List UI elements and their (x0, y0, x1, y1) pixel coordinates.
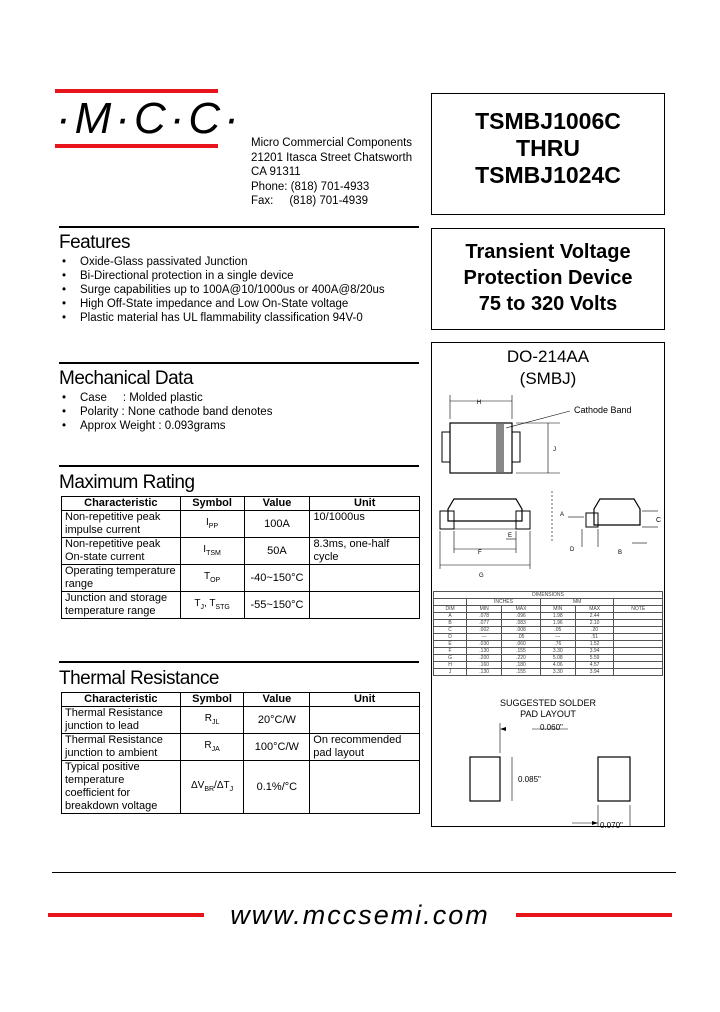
unit-cell (310, 707, 420, 734)
features-title: Features (59, 232, 130, 253)
unit-cell: 8.3ms, one-half cycle (310, 538, 420, 565)
dim-cell: 1.52 (575, 641, 614, 648)
package-box (431, 342, 665, 830)
description-line: Transient Voltage (465, 241, 631, 263)
dim-cell: 1.96 (540, 620, 575, 627)
symbol-cell (180, 707, 244, 734)
symbol-subscript: OP (210, 576, 221, 584)
company-line: Micro Commercial Components (251, 137, 413, 149)
dim-cell: 3.30 (540, 648, 575, 655)
list-item: • Plastic material has UL flammability classification 94V-0 (62, 311, 385, 325)
symbol-cell (180, 592, 244, 619)
symbol: I (203, 543, 207, 555)
dim-label-j: J (553, 447, 556, 453)
company-logo: ·M·C·C· (56, 94, 243, 143)
cathode-band-label: Cathode Band (574, 405, 632, 415)
dim-cell: --- (540, 634, 575, 641)
dim-cell: .130 (467, 648, 502, 655)
features-list (62, 255, 385, 325)
description-line: 75 to 320 Volts (478, 293, 618, 315)
table-row (62, 565, 420, 592)
table-row (434, 634, 663, 641)
symbol-subscript: PP (208, 522, 219, 530)
column-header: Symbol (180, 693, 244, 707)
symbol: T (194, 597, 201, 609)
max-rating-title: Maximum Rating (59, 472, 195, 493)
dim-cell: F (434, 648, 467, 655)
dim-header: MAX (502, 606, 541, 613)
dim-cell: 2.10 (575, 620, 614, 627)
company-line: Phone: (818) 701-4933 (251, 180, 370, 193)
symbol: T (203, 570, 211, 582)
part-number-box (431, 93, 665, 215)
dim-cell: .51 (575, 634, 614, 641)
dim-cell: .078 (467, 613, 502, 620)
characteristic-cell: Junction and storage temperature range (62, 592, 181, 619)
dim-cell: .155 (502, 648, 541, 655)
symbol-cell (180, 538, 244, 565)
dimensions-table (433, 591, 663, 676)
logo-top-bar (55, 89, 218, 93)
dim-cell (614, 662, 663, 669)
dim-cell: .002 (467, 627, 502, 634)
list-item: • Case : Molded plastic (62, 391, 272, 405)
dim-cell (614, 641, 663, 648)
dim-cell: 3.30 (540, 669, 575, 676)
table-row (434, 655, 663, 662)
dim-cell: 3.94 (575, 669, 614, 676)
part-number-thru: THRU (516, 135, 580, 161)
solder-pad-drawing (432, 719, 664, 829)
value-cell: 100A (244, 511, 310, 538)
max-rating-table (61, 496, 420, 619)
dim-header: NOTE (614, 606, 663, 613)
description-box (431, 228, 665, 330)
table-row (62, 538, 420, 565)
column-header: Unit (310, 693, 420, 707)
dim-header: MAX (575, 606, 614, 613)
table-row (434, 662, 663, 669)
dim-cell: .220 (502, 655, 541, 662)
unit-cell: 10/1000us (310, 511, 420, 538)
top-view (442, 395, 570, 473)
dim-label-a: A (560, 512, 565, 518)
dim-cell (614, 627, 663, 634)
dim-cell: C (434, 627, 467, 634)
footer-left-bar (48, 913, 204, 917)
dim-label-e: E (508, 533, 513, 539)
dim-cell: 4.57 (575, 662, 614, 669)
dim-cell: .096 (502, 613, 541, 620)
dim-cell: D (434, 634, 467, 641)
symbol-cell (180, 511, 244, 538)
table-row (434, 627, 663, 634)
dim-cell: .200 (467, 655, 502, 662)
dim-label-d: D (570, 547, 575, 553)
dim-header: MIN (467, 606, 502, 613)
characteristic-cell: Non-repetitive peak impulse current (62, 511, 181, 538)
package-alias: (SMBJ) (519, 369, 577, 388)
dim-label-b: B (618, 550, 623, 556)
dim-cell: .160 (467, 662, 502, 669)
package-name: DO-214AA (506, 347, 590, 366)
dim-cell: .05 (502, 634, 541, 641)
dim-cell (614, 669, 663, 676)
list-item: • Polarity : None cathode band denotes (62, 405, 272, 419)
dim-cell: B (434, 620, 467, 627)
table-row (434, 648, 663, 655)
symbol: ΔV (190, 779, 205, 791)
list-item: • Oxide-Glass passivated Junction (62, 255, 385, 269)
dim-header-blank (434, 599, 467, 606)
dim-cell (614, 620, 663, 627)
solder-title-2: PAD LAYOUT (520, 709, 576, 719)
dim-cell: .155 (502, 669, 541, 676)
value-cell: 0.1%/°C (244, 761, 310, 814)
dim-group-mm: MM (540, 599, 614, 606)
column-header: Value (244, 497, 310, 511)
dimensions-title: DIMENSIONS (434, 592, 663, 599)
table-row (434, 613, 663, 620)
dim-label-c: C (656, 517, 662, 524)
dim-cell: .20 (575, 627, 614, 634)
end-view (552, 491, 658, 547)
solder-title-1: SUGGESTED SOLDER (499, 698, 597, 708)
table-row (62, 592, 420, 619)
thermal-title: Thermal Resistance (59, 668, 219, 689)
list-item: • High Off-State impedance and Low On-State voltage (62, 297, 385, 311)
symbol-subscript: JL (211, 718, 220, 726)
list-item: • Bi-Directional protection in a single device (62, 269, 385, 283)
dim-cell: .130 (467, 669, 502, 676)
dim-cell: .083 (502, 620, 541, 627)
dim-header: MIN (540, 606, 575, 613)
thermal-rule (59, 661, 419, 663)
part-number-to: TSMBJ1024C (475, 162, 621, 188)
pad-dim-070: 0.070" (600, 821, 623, 830)
mechanical-rule (59, 362, 419, 364)
dim-cell: .060 (502, 641, 541, 648)
characteristic-cell: Operating temperature range (62, 565, 181, 592)
dim-cell: 5.08 (540, 655, 575, 662)
symbol: R (204, 739, 212, 751)
footer-divider (52, 872, 676, 873)
table-row (434, 669, 663, 676)
column-header: Unit (310, 497, 420, 511)
dim-cell (614, 634, 663, 641)
thermal-table (61, 692, 420, 814)
symbol-subscript: JA (211, 745, 220, 753)
dim-cell: A (434, 613, 467, 620)
dim-header: DIM (434, 606, 467, 613)
features-rule (59, 226, 419, 228)
company-line: 21201 Itasca Street Chatsworth (251, 151, 413, 164)
description-line: Protection Device (463, 267, 633, 289)
characteristic-cell: Typical positive temperature coefficient for breakdown voltage (62, 761, 181, 814)
dim-label-h: H (476, 400, 482, 406)
list-item: • Approx Weight : 0.093grams (62, 419, 272, 433)
symbol-cell (180, 761, 244, 814)
company-line: Fax: (818) 701-4939 (251, 195, 368, 207)
characteristic-cell: Thermal Resistance junction to lead (62, 707, 181, 734)
table-row (434, 641, 663, 648)
part-number-from: TSMBJ1006C (475, 108, 621, 134)
symbol-subscript: J (229, 785, 234, 793)
dim-cell: .76 (540, 641, 575, 648)
dim-label-g: G (479, 573, 484, 579)
dim-header-blank (614, 599, 663, 606)
dim-cell: G (434, 655, 467, 662)
column-header: Symbol (180, 497, 244, 511)
table-row (62, 511, 420, 538)
table-row (62, 734, 420, 761)
dim-cell: 5.59 (575, 655, 614, 662)
dim-cell: H (434, 662, 467, 669)
unit-cell (310, 565, 420, 592)
footer-right-bar (516, 913, 672, 917)
symbol-cell (180, 565, 244, 592)
unit-cell (310, 592, 420, 619)
dim-label-f: F (478, 550, 482, 556)
value-cell: -55~150°C (244, 592, 310, 619)
dim-cell: .180 (502, 662, 541, 669)
symbol: I (206, 516, 209, 528)
value-cell: 50A (244, 538, 310, 565)
max-rating-rule (59, 465, 419, 467)
dim-cell: E (434, 641, 467, 648)
column-header: Characteristic (62, 497, 181, 511)
dim-cell (614, 655, 663, 662)
company-address (251, 136, 412, 209)
mechanical-list (62, 391, 272, 433)
table-row (434, 620, 663, 627)
dim-group-inches: INCHES (467, 599, 541, 606)
table-row (62, 707, 420, 734)
value-cell: 20°C/W (244, 707, 310, 734)
symbol: , T (203, 597, 216, 609)
dim-cell: 4.06 (540, 662, 575, 669)
characteristic-cell: Non-repetitive peak On-state current (62, 538, 181, 565)
value-cell: 100°C/W (244, 734, 310, 761)
dim-cell: .05 (540, 627, 575, 634)
dim-cell: 1.98 (540, 613, 575, 620)
symbol-subscript: BR (204, 785, 215, 793)
dim-cell: J (434, 669, 467, 676)
dim-cell (614, 648, 663, 655)
column-header: Value (244, 693, 310, 707)
dim-cell: .008 (502, 627, 541, 634)
list-item: • Surge capabilities up to 100A@10/1000us or 400A@8/20us (62, 283, 385, 297)
symbol-cell (180, 734, 244, 761)
symbol-subscript: STG (215, 603, 230, 611)
dim-cell: 3.94 (575, 648, 614, 655)
side-view (440, 499, 530, 569)
dim-cell (614, 613, 663, 620)
symbol-subscript: J (200, 603, 204, 611)
dim-cell: --- (467, 634, 502, 641)
characteristic-cell: Thermal Resistance junction to ambient (62, 734, 181, 761)
pad-dim-060: 0.060" (540, 723, 563, 732)
value-cell: -40~150°C (244, 565, 310, 592)
dim-cell: 2.44 (575, 613, 614, 620)
company-line: CA 91311 (251, 166, 301, 178)
dim-cell: .077 (467, 620, 502, 627)
dim-cell: .030 (467, 641, 502, 648)
column-header: Characteristic (62, 693, 181, 707)
symbol: /ΔT (214, 779, 230, 791)
unit-cell: On recommended pad layout (310, 734, 420, 761)
symbol: R (204, 712, 212, 724)
unit-cell (310, 761, 420, 814)
symbol-subscript: TSM (206, 549, 221, 557)
pad-dim-085: 0.085" (518, 775, 541, 784)
website-link[interactable]: www.mccsemi.com (230, 900, 490, 930)
logo-bottom-bar (55, 144, 218, 148)
mechanical-title: Mechanical Data (59, 368, 194, 389)
table-row (62, 761, 420, 814)
